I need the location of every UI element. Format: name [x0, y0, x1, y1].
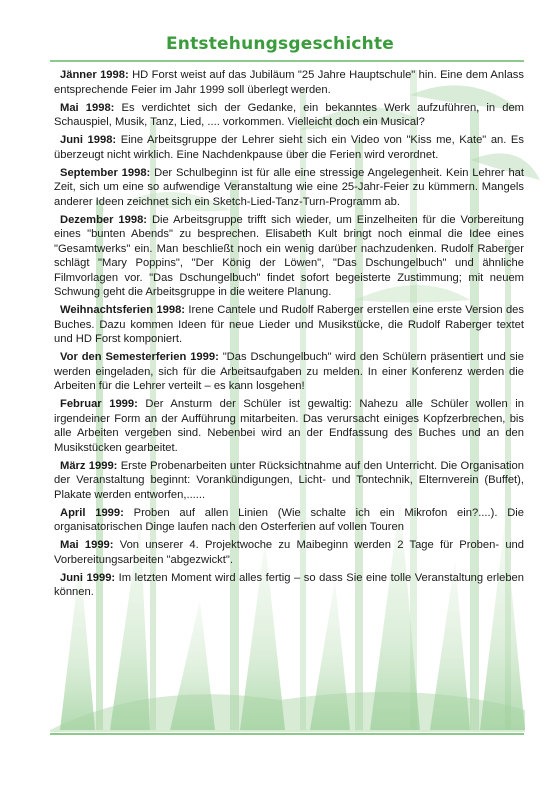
- entry-text: Der Ansturm der Schüler ist gewaltig: Nahezu alle Schüler wollen in irgendeiner Form an der Aufführung mitarbeiten. Das verursacht einiges Kopfzerbrechen, bis alle Arbeiten vergeben sind. Nebenbei wird an der Endfassung des Buches und an den Musikstücken gearbeitet.: [54, 398, 524, 454]
- chronology-entry: [54, 538, 524, 567]
- entry-date: Mai 1998:: [60, 101, 115, 114]
- chronology-entry: [54, 571, 524, 600]
- entry-date: Juni 1999:: [60, 571, 116, 584]
- chronology-entry: [54, 133, 524, 162]
- chronology-entry: [54, 303, 524, 347]
- title-divider: [50, 60, 524, 62]
- entry-text: Proben auf allen Linien (Wie schalte ich ein Mikrofon ein?....). Die organisatorischen Dinge laufen nach den Osterferien auf vollen Touren: [54, 506, 524, 533]
- page-title: Entstehungsgeschichte: [165, 34, 395, 54]
- entry-date: September 1998:: [60, 166, 151, 179]
- entry-date: Juni 1998:: [60, 134, 117, 146]
- entry-text: Irene Cantele und Rudolf Raberger erstellen eine erste Version des Buches. Dazu kommen Ideen für neue Lieder und Musikstücke, die Rudolf Raberger textet und HD Forst komponiert.: [54, 304, 524, 345]
- entry-text: Der Schulbeginn ist für alle eine stressige Angelegenheit. Kein Lehrer hat Zeit, sich um eine so aufwendige Veranstaltung wie eine 25-Jahr-Feier zu kümmern. Mangels anderer Ideen zeichnet sich ein Sketch-Lied-Tanz-Turn-Programm ab.: [54, 166, 525, 208]
- entry-text: Eine Arbeitsgruppe der Lehrer sieht sich ein Video von "Kiss me, Kate" an. Es überzeugt nicht wirklich. Eine Nachdenkpause über die Ferien wird verordnet.: [54, 134, 524, 161]
- entry-text: Von unserer 4. Projektwoche zu Maibeginn werden 2 Tage für Proben- und Vorbereitungsarbeiten "abgezwickt".: [54, 539, 524, 566]
- entry-date: Weihnachtsferien 1998:: [60, 304, 186, 316]
- entry-date: Jänner 1998:: [60, 69, 129, 81]
- chronology-entry: [54, 506, 524, 535]
- entry-text: Die Arbeitsgruppe trifft sich wieder, um Einzelheiten für die Vorbereitung eines "bunten Abends" zu besprechen. Elisabeth Kult bringt noch einmal die Idee eines "Gesamtwerks" ein. Man beschließt noch ein wenig darüber nachzudenken. Rudolf Raberger schlägt "Mary Poppins", "Der König der Löwen", "Das Dschungelbuch" und ähnliche Filmvorlagen vor. "Das Dschungelbuch" findet sofort begeisterte Zustimmung; mit neuem Schwung geht die Arbeitsgruppe in die weitere Planung.: [54, 213, 524, 298]
- chronology-entry: [54, 213, 524, 300]
- entry-text: "Das Dschungelbuch" wird den Schülern präsentiert und sie werden eingeladen, sich für die Arbeitsaufgaben zu melden. In einer Konferenz werden die Arbeiten für die Lehrer verteilt – es kann losgehen!: [54, 351, 524, 392]
- chronology-entry: [54, 166, 524, 210]
- entry-text: HD Forst weist auf das Jubiläum "25 Jahre Hauptschule" hin. Eine dem Anlass entsprechende Feier im Jahr 1999 soll überlegt werden.: [54, 69, 524, 96]
- chronology-entry: [54, 68, 524, 97]
- entry-date: Mai 1999:: [60, 539, 114, 551]
- entry-date: April 1999:: [60, 506, 124, 519]
- entry-date: Dezember 1998:: [60, 213, 148, 226]
- entry-date: Februar 1999:: [60, 398, 138, 410]
- entry-text: Erste Probenarbeiten unter Rücksichtnahme auf den Unterricht. Die Organisation der Veranstaltung beginnt: Vorankündigungen, Licht- und Tontechnik, Elternverein (Buffet), Plakate werden entworfen,......: [54, 459, 524, 501]
- footer-divider: [50, 733, 524, 735]
- entry-date: März 1999:: [60, 459, 118, 472]
- chronology-entry: [54, 350, 524, 394]
- chronology-text: [54, 68, 524, 603]
- chronology-entry: [54, 101, 524, 130]
- entry-text: Im letzten Moment wird alles fertig – so dass Sie eine tolle Veranstaltung erleben können.: [54, 571, 524, 598]
- chronology-entry: [54, 397, 524, 455]
- chronology-entry: [54, 459, 524, 503]
- entry-date: Vor den Semesterferien 1999:: [60, 351, 219, 363]
- entry-text: Es verdichtet sich der Gedanke, ein bekanntes Werk aufzuführen, in dem Schauspiel, Musik, Tanz, Lied, .... vorkommen. Vielleicht doch ein Musical?: [54, 101, 524, 128]
